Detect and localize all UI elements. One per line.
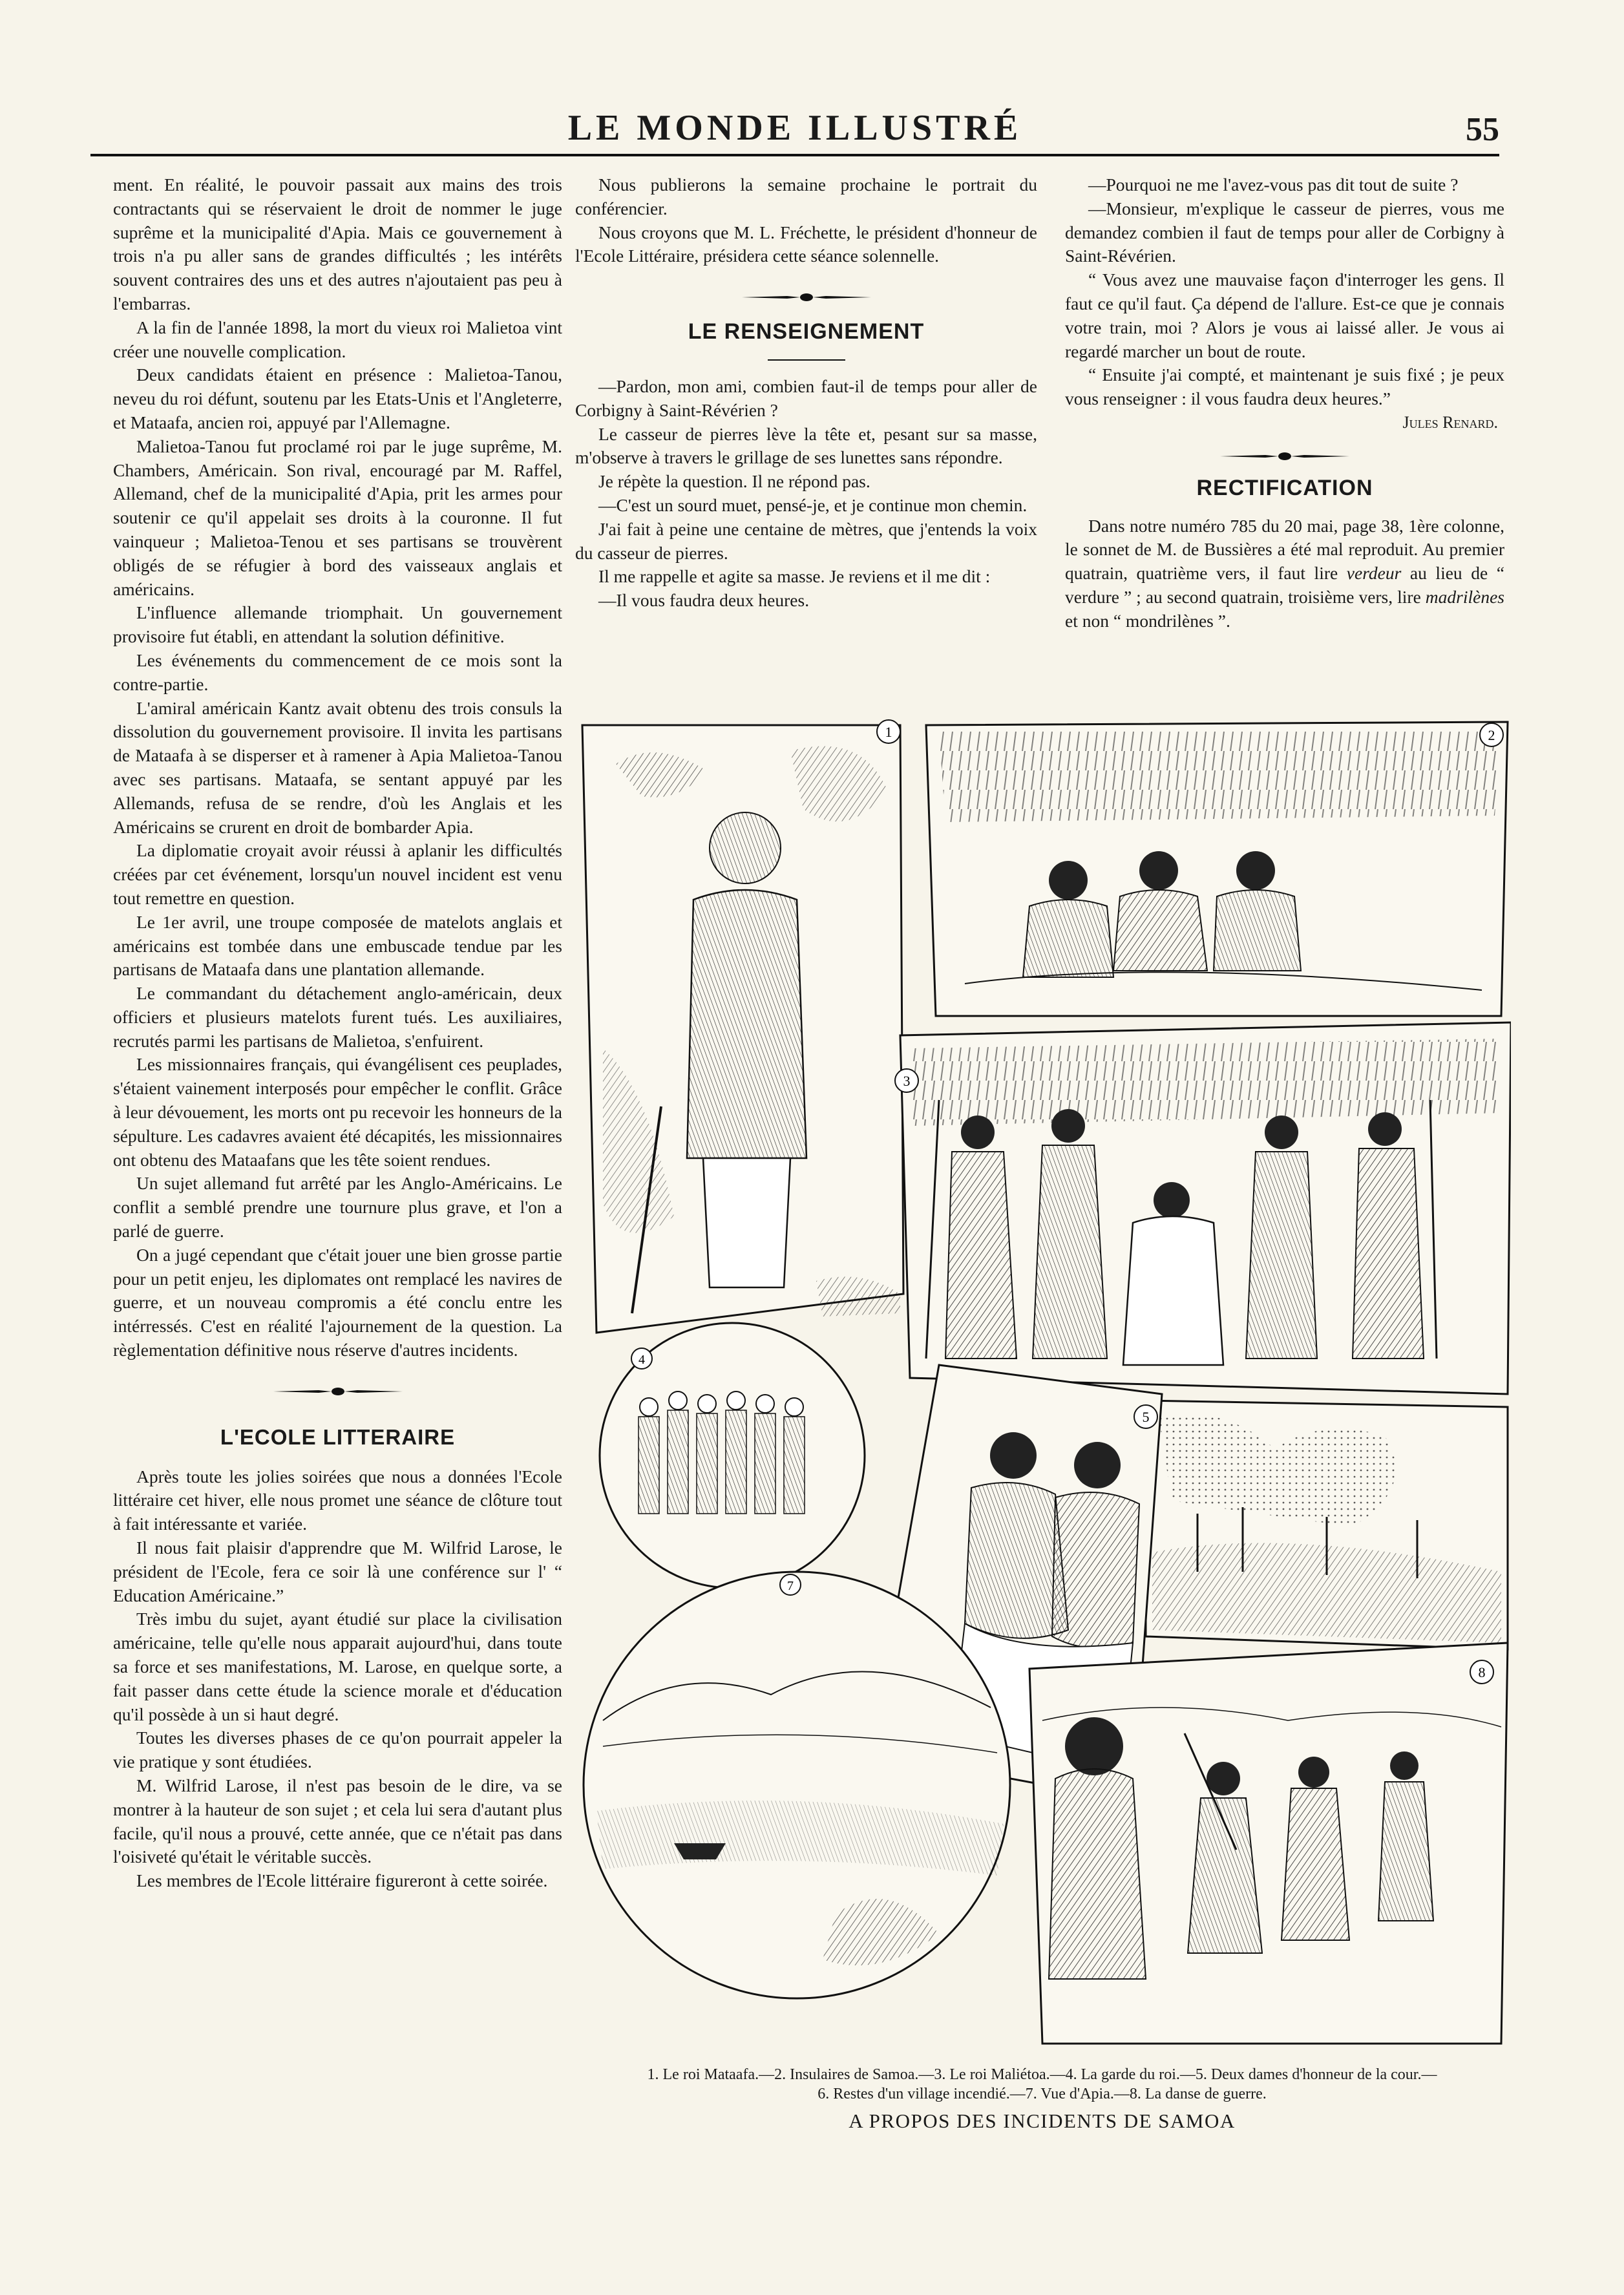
panel-8-danse-guerre: [1029, 1643, 1508, 2044]
column-2: [575, 173, 1037, 613]
article-paragraph: —Pardon, mon ami, combien faut-il de temps pour aller de Corbigny à Saint-Révérien ?: [575, 375, 1037, 420]
article-paragraph: Le commandant du détachement anglo-américain, deux officiers et plusieurs matelots furent tués. Les auxiliaires, recrutés parmi les partisans de Malietoa, s'enfuirent.: [113, 983, 562, 1051]
article-paragraph: —C'est un sourd muet, pensé-je, et je continue mon chemin.: [598, 494, 1028, 515]
article-paragraph: Les membres de l'Ecole littéraire figureront à cette soirée.: [136, 1870, 548, 1891]
panel-4-garde-du-roi: [600, 1323, 865, 1588]
rectification-text: au lieu de “ verdure ” ; au second quatrain, troisième vers, lire: [1065, 563, 1504, 607]
ornamental-separator: [113, 1382, 562, 1401]
article-paragraph: Deux candidats étaient en présence : Malietoa-Tanou, neveu du roi défunt, soutenu par les Etats-Unis et l'Angleterre, et Mataafa, ancien roi, appuyé par l'Allemagne.: [113, 365, 562, 432]
rectification-heading: RECTIFICATION: [1196, 475, 1373, 500]
article-paragraph: Toutes les diverses phases de ce qu'on pourrait appeler la vie pratique y sont étudiées.: [113, 1728, 562, 1772]
article-paragraph: Un sujet allemand fut arrêté par les Anglo-Américains. Le conflit a semblé prendre une tournure plus grave, et l'on a parlé de guerre.: [113, 1173, 562, 1242]
rectification-paragraph: [1065, 514, 1504, 633]
article-paragraph: La diplomatie croyait avoir réussi à aplanir les difficultés créées par cet événement, lorsqu'un nouvel incident est venu tout remettre en question.: [113, 840, 562, 908]
panel-number: 8: [1478, 1664, 1486, 1680]
article-paragraph: L'influence allemande triomphait. Un gouvernement provisoire fut établi, en attendant la solution définitive.: [113, 602, 562, 647]
rectification-word: verdeur: [1346, 563, 1402, 584]
panel-7-vue-apia: [584, 1572, 1010, 1998]
article-paragraph: ment. En réalité, le pouvoir passait aux mains des trois contractants qui se réservaient le droit de nommer le juge suprême et la municipalité d'Apia. Mais ce gouvernement à trois n'a pu aller sans de grandes difficultés ; les intérêts souvent contraires des uns et des autres n'ajoutaient pas peu à l'embarras.: [113, 175, 562, 313]
article-paragraph: M. Wilfrid Larose, il n'est pas besoin de le dire, va se montrer à la hauteur de son sujet ; et cela lui sera d'autant plus facile, qu'il nous a prouvé, cette année, que ce n'était pas dans l'oisiveté qu'était le véritable succès.: [113, 1775, 562, 1867]
renseignement-heading: LE RENSEIGNEMENT: [688, 319, 925, 344]
article-paragraph: Après toute les jolies soirées que nous a données l'Ecole littéraire cet hiver, elle nous promet une séance de clôture tout à fait intéressante et variée.: [113, 1466, 562, 1534]
page-number: 55: [1466, 111, 1499, 148]
ecole-heading: L'ECOLE LITTERAIRE: [220, 1424, 456, 1449]
article-paragraph: Il me rappelle et agite sa masse. Je reviens et il me dit :: [598, 566, 991, 587]
newspaper-title: LE MONDE ILLUSTRÉ: [567, 108, 1022, 148]
article-paragraph: —Il vous faudra deux heures.: [598, 590, 810, 611]
article-paragraph: Les missionnaires français, qui évangélisent ces peuplades, s'étaient vainement interposés pour empêcher le conflit. Grâce à leur dévouement, les morts ont pu recevoir les honneurs de la sépulture. Les cadavres avaient été décapités, les missionnaires ont obtenu des Mataafans que les tête soient rendues.: [113, 1054, 562, 1170]
article-paragraph: Je répète la question. Il ne répond pas.: [598, 471, 870, 492]
article-paragraph: Malietoa-Tanou fut proclamé roi par le juge suprême, M. Chambers, Américain. Son rival, encouragé par M. Raffel, Allemand, chef de la municipalité d'Apia, prit les armes pour soutenir ce qu'il appelait ses droits à la couronne. Il fut vainqueur ; Malietoa-Tenou et ses partisans se trouvèrent obligés de se réfugier à bord des vaisseaux anglais et américains.: [113, 436, 562, 599]
samoa-illustration-collage: [577, 712, 1511, 2047]
column-3: [1065, 173, 1504, 633]
ornamental-separator: [1065, 447, 1504, 466]
rectification-word: madrilènes: [1425, 586, 1504, 607]
illustration-caption: [569, 2065, 1515, 2104]
caption-line: 6. Restes d'un village incendié.—7. Vue d'Apia.—8. La danse de guerre.: [817, 2086, 1267, 2102]
panel-6-village-incendie: [1146, 1401, 1508, 1649]
panel-number: 1: [885, 724, 892, 740]
rectification-text: Dans notre numéro 785 du 20 mai, page 38, 1ère colonne, le sonnet de M. de Bussières a été mal reproduit. Au premier quatrain, quatrième vers, il faut lire: [1065, 515, 1504, 584]
caption-line: 1. Le roi Mataafa.—2. Insulaires de Samoa.—3. Le roi Maliétoa.—4. La garde du roi.—5. Deux dames d'honneur de la cour.—: [647, 2066, 1437, 2083]
masthead-rule: [90, 154, 1499, 156]
article-paragraph: On a jugé cependant que c'était jouer une bien grosse partie pour un petit enjeu, les diplomates ont remplacé les navires de guerre, et un nouveau compromis a été conclu entre les intérressés. C'est en réalité l'ajournement de la question. La règlementation définitive nous réserve d'autres incidents.: [113, 1244, 562, 1360]
panel-2-insulaires: [926, 722, 1508, 1016]
article-paragraph: “ Vous avez une mauvaise façon d'interroger les gens. Il faut ce qu'il faut. Ça dépend de l'allure. Est-ce que je connais votre train, moi ? Alors je vous ai laissé aller. Je vous ai regardé marcher un bout de route.: [1065, 270, 1504, 361]
article-paragraph: Très imbu du sujet, ayant étudié sur place la civilisation américaine, telle qu'elle nous apparait aujourd'hui, dans toute sa force et ses manifestations, M. Larose, en quelque sorte, a fait passer dans cette étude la science morale et d'éducation qu'il possède à un si haut degré.: [113, 1609, 562, 1724]
article-paragraph: Les événements du commencement de ce mois sont la contre-partie.: [113, 650, 562, 694]
article-paragraph: —Monsieur, m'explique le casseur de pierres, vous me demandez combien il faut de temps pour aller de Corbigny à Saint-Révérien.: [1065, 198, 1504, 266]
panel-1-roi-mataafa: [582, 720, 903, 1333]
masthead: [90, 103, 1499, 149]
illustration-title: A PROPOS DES INCIDENTS DE SAMOA: [849, 2110, 1236, 2132]
article-paragraph: Nous croyons que M. L. Fréchette, le président d'honneur de l'Ecole Littéraire, présidera cette séance solennelle.: [575, 222, 1037, 266]
article-paragraph: J'ai fait à peine une centaine de mètres, que j'entends la voix du casseur de pierres.: [575, 518, 1037, 563]
article-paragraph: Nous publierons la semaine prochaine le portrait du conférencier.: [575, 175, 1037, 218]
author-signature: Jules Renard.: [1402, 412, 1498, 432]
article-paragraph: L'amiral américain Kantz avait obtenu des trois consuls la dissolution du gouvernement provisoire. Il invita les partisans de Mataafa à se disperser et à ramener à Apia Malietoa-Tanou avec ses partisans. Mataafa, se sentant appuyé par les Allemands, refusa de se rendre, d'où les Anglais et les Américains se crurent en droit de bombarder Apia.: [113, 697, 562, 837]
article-paragraph: A la fin de l'année 1898, la mort du vieux roi Malietoa vint créer une nouvelle complication.: [113, 317, 562, 361]
panel-number: 5: [1142, 1409, 1150, 1425]
article-paragraph: —Pourquoi ne me l'avez-vous pas dit tout de suite ?: [1088, 175, 1459, 195]
heading-rule: [768, 359, 845, 361]
article-paragraph: “ Ensuite j'ai compté, et maintenant je suis fixé ; je peux vous renseigner : il vous faudra deux heures.”: [1065, 365, 1504, 409]
panel-number: 2: [1488, 727, 1495, 743]
panel-number: 7: [787, 1579, 794, 1593]
panel-number: 4: [638, 1353, 645, 1367]
column-1: [113, 173, 562, 1893]
panel-number: 3: [903, 1073, 911, 1089]
panel-3-roi-malietoa: [895, 1022, 1511, 1394]
rectification-text: et non “ mondrilènes ”.: [1065, 610, 1230, 631]
ornamental-separator: [575, 288, 1037, 307]
article-paragraph: Le 1er avril, une troupe composée de matelots anglais et américains est tombée dans une embuscade tendue par les partisans de Mataafa dans une plantation allemande.: [113, 911, 562, 980]
article-paragraph: Il nous fait plaisir d'apprendre que M. Wilfrid Larose, le président de l'Ecole, fera ce soir là une conférence sur l' “ Education Américaine.”: [113, 1538, 562, 1605]
article-paragraph: Le casseur de pierres lève la tête et, pesant sur sa masse, m'observe à travers le grillage de ses lunettes sans répondre.: [575, 423, 1037, 468]
